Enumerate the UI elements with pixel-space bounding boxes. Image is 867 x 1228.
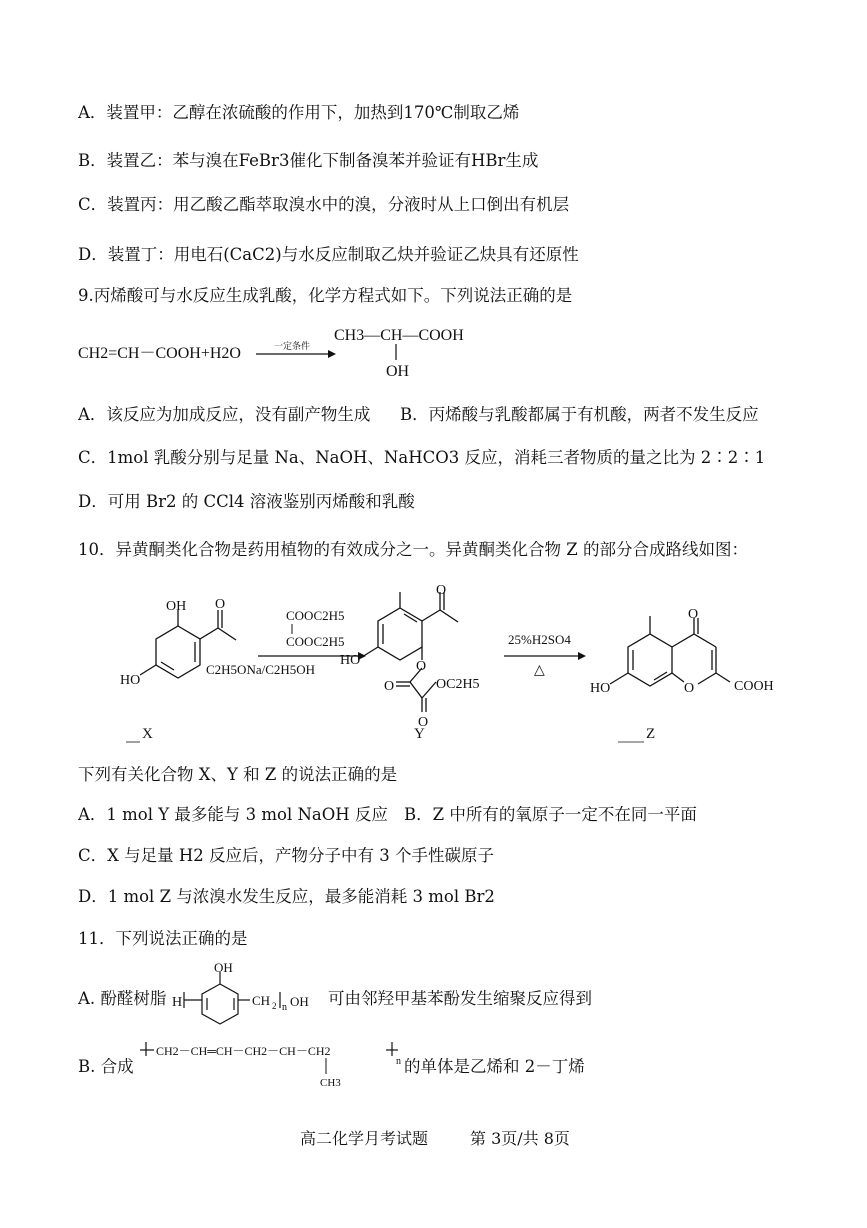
q9-option-c: C．1mol 乳酸分别与足量 Na、NaOH、NaHCO3 反应，消耗三者物质的量之比为 2∶2∶1: [78, 448, 766, 467]
q11-option-a-suffix: 可由邻羟甲基苯酚发生缩聚反应得到: [328, 989, 592, 1008]
svg-text:O: O: [384, 679, 395, 694]
q8-option-a: A．装置甲：乙醇在浓硫酸的作用下，加热到170℃制取乙烯: [78, 103, 520, 122]
q9-option-b: B．丙烯酸与乳酸都属于有机酸，两者不发生反应: [400, 405, 759, 424]
q8-option-b: B．装置乙：苯与溴在FeBr3催化下制备溴苯并验证有HBr生成: [78, 151, 539, 170]
y-oc2h5: OC2H5: [436, 677, 480, 692]
svg-text:O: O: [416, 659, 427, 674]
polymer-structure-b: [140, 1036, 404, 1092]
polymer-ch3: CH3: [320, 1077, 341, 1089]
q9-eq-oh: OH: [386, 363, 410, 380]
svg-text:O: O: [436, 583, 447, 598]
q10-option-b: B．Z 中所有的氧原子一定不在同一平面: [404, 805, 697, 824]
q10-stem: 10．异黄酮类化合物是药用植物的有效成分之一。异黄酮类化合物 Z 的部分合成路线如图：: [78, 540, 748, 559]
q9-eq-condition: 一定条件: [274, 341, 311, 351]
q9-eq-product: CH3—CH—COOH: [334, 327, 464, 344]
svg-text:OH: OH: [290, 994, 309, 1009]
q10-option-c: C．X 与足量 H2 反应后，产物分子中有 3 个手性碳原子: [78, 846, 494, 865]
x-ho: HO: [120, 673, 141, 688]
resin-oh: OH: [214, 960, 233, 975]
reagent-5: △: [534, 663, 545, 678]
q11-option-b-prefix: B. 合成: [78, 1057, 134, 1076]
svg-text:n: n: [396, 1056, 401, 1067]
x-oh: OH: [166, 599, 187, 614]
q10-question: 下列有关化合物 X、Y 和 Z 的说法正确的是: [78, 765, 398, 784]
q8-option-d: D．装置丁：用电石(CaC2)与水反应制取乙炔并验证乙炔具有还原性: [78, 245, 579, 264]
q10-option-a: A．1 mol Y 最多能与 3 mol NaOH 反应: [78, 805, 388, 824]
reagent-3: C2H5ONa/C2H5OH: [206, 662, 316, 677]
q9-stem: 9.丙烯酸可与水反应生成乳酸，化学方程式如下。下列说法正确的是: [78, 286, 573, 305]
compound-z: [610, 616, 730, 686]
q9-option-d: D．可用 Br2 的 CCl4 溶液鉴别丙烯酸和乳酸: [78, 492, 415, 511]
z-ho: HO: [590, 681, 611, 696]
q8-option-c: C．装置丙：用乙酸乙酯萃取溴水中的溴，分液时从上口倒出有机层: [78, 195, 570, 214]
reagent-1: COOC2H5: [286, 608, 345, 623]
label-y: Y: [414, 726, 425, 742]
q9-eq-left: CH2=CH－COOH+H2O: [78, 345, 241, 362]
polymer-chain: CH2－CH═CH－CH2－CH－CH2: [156, 1044, 331, 1058]
svg-text:O: O: [684, 681, 695, 696]
compound-y: [362, 592, 458, 712]
z-cooh: COOH: [734, 679, 774, 694]
label-z: Z: [646, 726, 656, 742]
q11-option-b-suffix: 的单体是乙烯和 2－丁烯: [404, 1057, 585, 1076]
phenolic-resin-structure: [172, 958, 328, 1030]
svg-text:O: O: [418, 715, 429, 730]
q9-option-a: A．该反应为加成反应，没有副产物生成: [78, 405, 371, 424]
q10-synthesis-route: [70, 578, 790, 748]
svg-text:O: O: [215, 597, 226, 612]
svg-text:H: H: [172, 995, 183, 1010]
svg-text:O: O: [688, 607, 699, 622]
footer-title: 高二化学月考试题: [300, 1129, 429, 1148]
svg-text:n: n: [282, 1002, 287, 1013]
reagent-4: 25%H2SO4: [508, 632, 571, 647]
svg-text:2: 2: [272, 1001, 277, 1011]
q9-equation: [78, 318, 498, 382]
q11-stem: 11．下列说法正确的是: [78, 929, 248, 948]
footer-page-number: 第 3页/共 8页: [470, 1129, 570, 1148]
q10-option-d: D．1 mol Z 与浓溴水发生反应，最多能消耗 3 mol Br2: [78, 887, 495, 906]
svg-text:CH: CH: [252, 993, 271, 1008]
reagent-2: COOC2H5: [286, 634, 345, 649]
q11-option-a-prefix: A. 酚醛树脂: [78, 989, 167, 1008]
label-x: X: [142, 726, 153, 742]
y-ho: HO: [340, 653, 361, 668]
